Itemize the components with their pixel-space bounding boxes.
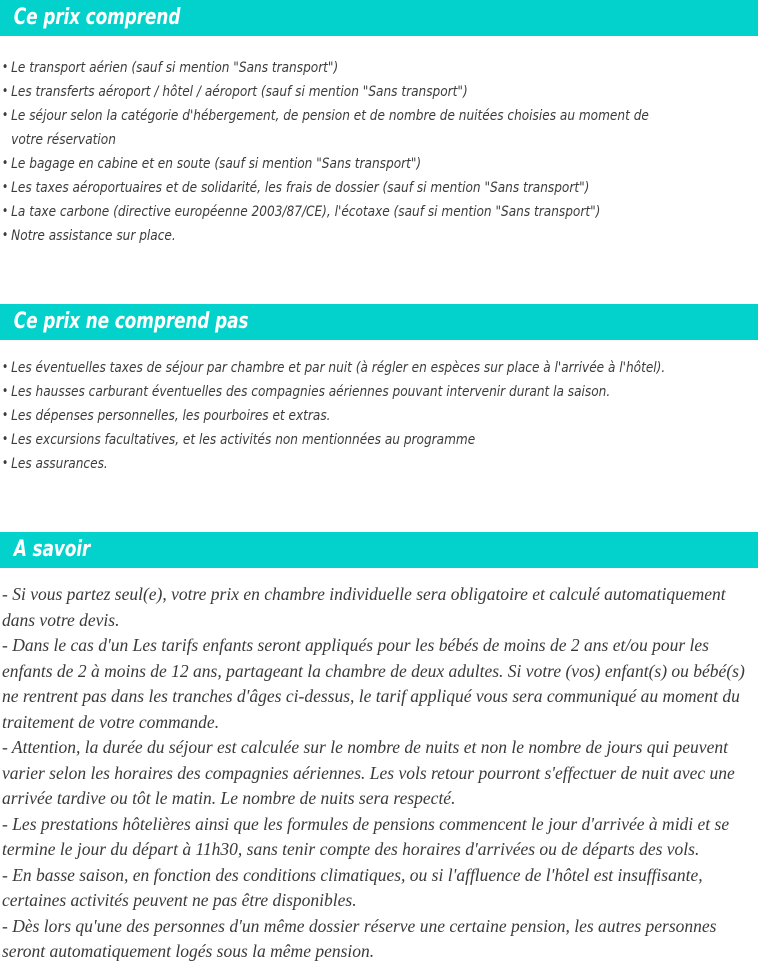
section-body-good-to-know	[0, 568, 758, 965]
list-item: • La taxe carbone (directive européenne 2003/87/CE), l'écotaxe (sauf si mention "Sans transport")	[0, 200, 705, 224]
list-item: • Le transport aérien (sauf si mention "Sans transport")	[0, 56, 705, 80]
section-spacer	[0, 248, 758, 304]
section-header-good-to-know	[0, 532, 758, 568]
not-included-list	[0, 356, 758, 476]
list-item: • Le séjour selon la catégorie d'hébergement, de pension et de nombre de nuitées choisies au moment de votre réservation	[0, 104, 705, 152]
section-header-included	[0, 0, 758, 36]
list-item: • Notre assistance sur place.	[0, 224, 705, 248]
section-title-not-included: Ce prix ne comprend pas	[13, 309, 249, 334]
list-item: • Les assurances.	[0, 452, 705, 476]
section-included	[0, 0, 758, 248]
list-item: • Les taxes aéroportuaires et de solidarité, les frais de dossier (sauf si mention "Sans transport")	[0, 176, 705, 200]
list-item: • Les excursions facultatives, et les activités non mentionnées au programme	[0, 428, 705, 452]
section-good-to-know	[0, 532, 758, 965]
list-item: • Les transferts aéroport / hôtel / aéroport (sauf si mention "Sans transport")	[0, 80, 705, 104]
section-title-good-to-know: A savoir	[13, 537, 91, 562]
note-paragraph: - Les prestations hôtelières ainsi que les formules de pensions commencent le jour d'arrivée à midi et se termine le jour du départ à 11h30, sans tenir compte des horaires d'arrivées ou de départs des vols.	[2, 813, 730, 859]
list-item: • Les dépenses personnelles, les pourboires et extras.	[0, 404, 705, 428]
list-item: • Les éventuelles taxes de séjour par chambre et par nuit (à régler en espèces sur place à l'arrivée à l'hôtel).	[0, 356, 705, 380]
list-item: • Le bagage en cabine et en soute (sauf si mention "Sans transport")	[0, 152, 705, 176]
list-item: • Les hausses carburant éventuelles des compagnies aériennes pouvant intervenir durant la saison.	[0, 380, 705, 404]
note-paragraph: - En basse saison, en fonction des conditions climatiques, ou si l'affluence de l'hôtel est insuffisante, certaines activités peuvent ne pas être disponibles.	[2, 864, 703, 910]
section-body-included	[0, 56, 758, 248]
note-paragraph: - Si vous partez seul(e), votre prix en chambre individuelle sera obligatoire et calculé automatiquement dans votre devis.	[2, 584, 726, 630]
section-not-included	[0, 304, 758, 476]
included-list	[0, 56, 758, 248]
section-body-not-included	[0, 356, 758, 476]
note-paragraph: - Dès lors qu'une des personnes d'un même dossier réserve une certaine pension, les autres personnes seront automatiquement logés sous la même pension.	[2, 915, 717, 961]
note-paragraph: - Dans le cas d'un Les tarifs enfants seront appliqués pour les bébés de moins de 2 ans et/ou pour les enfants de 2 à moins de 12 ans, partageant la chambre de deux adultes. Si votre (vos) enfant(s) ou bébé(s) ne rentrent pas dans les tranches d'âges ci-dessus, le tarif appliqué vous sera communiqué au moment du traitement de votre commande.	[2, 635, 745, 732]
section-title-included: Ce prix comprend	[13, 5, 181, 30]
note-paragraph: - Attention, la durée du séjour est calculée sur le nombre de nuits et non le nombre de jours qui peuvent varier selon les horaires des compagnies aériennes. Les vols retour pourront s'effectuer de nuit avec une arrivée tardive ou tôt le matin. Le nombre de nuits sera respecté.	[2, 737, 735, 808]
section-spacer	[0, 476, 758, 532]
section-header-not-included	[0, 304, 758, 340]
